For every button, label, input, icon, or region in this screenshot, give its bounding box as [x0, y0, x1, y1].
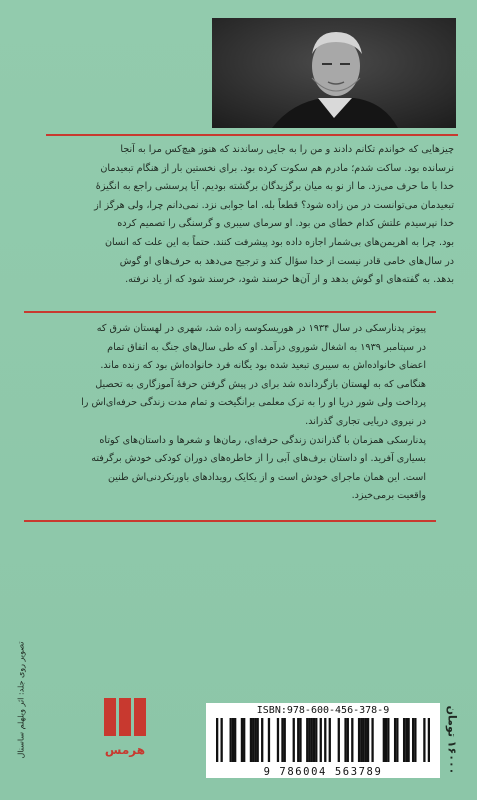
blurb-line: چیزهایی که خواندم تکانم دادند و من را به جایی رساندند که هنوز هیچ‌کس مرا به آنجا [120, 144, 454, 155]
bio-line: اعضای خانواده‌اش به سیبری تبعید شده بود یگانه فرد خانواده‌اش بود که زنده ماند. [100, 360, 426, 372]
bio-line: در نیروی دریایی تجاری گذراند. [305, 415, 426, 427]
bio-line: پیوتر پدنارسکی در سال ۱۹۳۴ در هوریسکوسه زاده شد، شهری در لهستان شرق که [96, 323, 426, 334]
barcode-bar [412, 718, 414, 762]
barcode-bar [371, 718, 373, 762]
barcode-bar [315, 718, 317, 762]
bio-line: در سپتامبر ۱۹۳۹ به اشغال شوروی درآمد. او که طی سال‌های جنگ به اتفاق تمام [107, 341, 426, 353]
barcode-bar [428, 718, 430, 762]
barcode-bar [297, 718, 299, 762]
top-divider [46, 134, 458, 136]
barcode-bar [414, 718, 416, 762]
barcode-bar [367, 718, 369, 762]
blurb-line: تبعیدمان می‌توانست در من زاده شود؟ قطعاً بله. اما جوابی نزد. نمی‌دانم چرا، ولی هرگز از [94, 199, 454, 211]
barcode-bar [221, 718, 223, 762]
barcode-bar [396, 718, 398, 762]
barcode-bar [423, 718, 425, 762]
barcode-bar [329, 718, 331, 762]
bio-line: پرداخت ولی شور دریا او را به ترک معلمی برانگیخت و تمام مدت زندگی حرفه‌ای‌اش را [81, 397, 426, 409]
barcode-bar [407, 718, 409, 762]
barcode-digits: 9 786004 563789 [263, 766, 383, 778]
barcode-bar [277, 718, 279, 762]
bio-line: واقعیت برمی‌خیزد. [351, 490, 426, 502]
barcode-bar [405, 718, 407, 762]
hermes-logo-icon [102, 696, 148, 762]
barcode-bar [324, 718, 326, 762]
blurb-line: در سال‌های خامی قادر نیست از خدا سؤال کند و ترجیح می‌دهد به حرف‌های او گوش [119, 255, 454, 267]
barcode-bar [293, 718, 295, 762]
barcode-bar [344, 718, 346, 762]
barcode-bar [257, 718, 259, 762]
isbn-number: ISBN:978-600-456-378-9 [256, 705, 390, 716]
publisher-logo [102, 696, 148, 762]
publisher-name: هرمس [104, 743, 146, 757]
bottom-divider [24, 520, 436, 522]
blurb-line: بدهد. به گفته‌های او گوش بدهد و از آن‌ها خرسند شود، خرسند شود که از یاد نرفته. [125, 274, 454, 286]
caption-text: تصویر روی جلد: اثر ویلهلم ساسنال [16, 641, 26, 759]
barcode-bar [351, 718, 353, 762]
middle-divider [24, 311, 436, 313]
barcode-bar [234, 718, 236, 762]
barcode-bar [320, 718, 322, 762]
blurb-quote [48, 141, 454, 290]
price-text: ۱۶۰۰۰ تومان [445, 705, 459, 775]
cover-art-caption [14, 612, 28, 788]
blurb-line: خدا نپرسیدم علتش کدام خطای من بود. او سرمای سیبری و گرسنگی را تصمیم کرده [117, 218, 454, 230]
author-photo [212, 18, 456, 128]
blurb-line: بود. چرا به اهریمن‌های بی‌شمار اجازه داده بود پیشرفت کنند. حتماً به این علت که انسان [104, 236, 454, 248]
barcode-bar [243, 718, 245, 762]
barcode-bar [347, 718, 349, 762]
isbn-barcode [206, 703, 440, 778]
blurb-line: نرسانده بود. ساکت شدم؛ مادرم هم سکوت کرده بود. برای نخستین بار از هنگام تبعیدمان [100, 162, 454, 174]
barcode-bar [241, 718, 243, 762]
barcode-bar [358, 718, 360, 762]
author-bio [20, 320, 426, 506]
barcode-bar [308, 718, 310, 762]
bio-line: پدنارسکی همزمان با گذراندن زندگی حرفه‌ای، رمان‌ها و شعرها و داستان‌های کوتاه [99, 434, 426, 446]
barcode-bar [268, 718, 270, 762]
barcode-bar [394, 718, 396, 762]
bio-line: بسیاری آفرید. او داستان برف‌های آبی را از خاطره‌های دوران کودکی خودش برگرفته [91, 453, 426, 465]
barcode-bar [387, 718, 389, 762]
barcode-bar [250, 718, 252, 762]
barcode-bar [365, 718, 367, 762]
barcode-bar [254, 718, 256, 762]
barcode-bar [232, 718, 234, 762]
barcode-bar [403, 718, 405, 762]
barcode-bar [338, 718, 340, 762]
barcode-bar [299, 718, 301, 762]
barcode-bar [230, 718, 232, 762]
barcode-bars [216, 718, 430, 762]
barcode-bar [284, 718, 286, 762]
bio-line: هنگامی که به لهستان بازگردانده شد برای در پیش گرفتن حرفهٔ آموزگاری به تحصیل [95, 378, 426, 390]
barcode-bar [360, 718, 362, 762]
barcode-bar [216, 718, 218, 762]
barcode-bar [306, 718, 308, 762]
barcode-bar [383, 718, 385, 762]
barcode-bar [362, 718, 364, 762]
barcode-bar [385, 718, 387, 762]
price-label [443, 696, 461, 784]
bio-line: است. این همان ماجرای خودش است و از یکایک رویدادهای باورنکردنی‌اش طنین [107, 471, 426, 483]
barcode-bar [313, 718, 315, 762]
barcode-bar [311, 718, 313, 762]
blurb-line: خدا با ما حرف می‌زد. ما از نو به میان برگزیدگان برگشته بودیم. آیا پرسشی راجع به انگیزهٔ [95, 181, 454, 193]
barcode-bar [252, 718, 254, 762]
barcode-bar [281, 718, 283, 762]
barcode-bar [261, 718, 263, 762]
